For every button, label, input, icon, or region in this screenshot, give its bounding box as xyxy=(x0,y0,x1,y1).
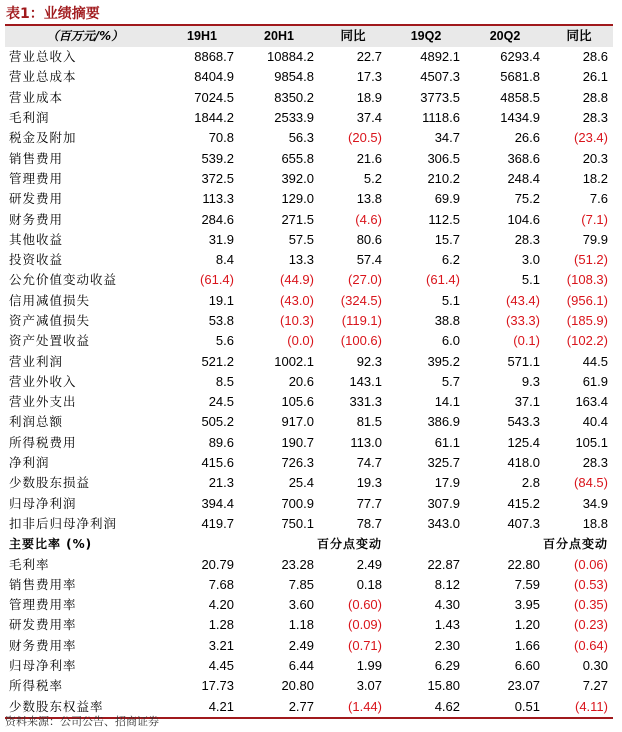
table-header xyxy=(5,26,613,47)
row-label: 利润总额 xyxy=(9,414,64,430)
table-row xyxy=(5,189,613,209)
cell-value: 77.7 xyxy=(356,495,382,511)
cell-value: 917.0 xyxy=(281,414,314,430)
cell-value: 15.80 xyxy=(427,678,460,694)
row-label: 销售费用 xyxy=(9,150,64,166)
cell-value: 655.8 xyxy=(281,150,314,166)
cell-value: (0.0) xyxy=(287,333,314,349)
cell-value: 6.29 xyxy=(434,658,460,674)
cell-value: (0.71) xyxy=(348,637,382,653)
cell-value: 395.2 xyxy=(427,353,460,369)
cell-value: 8868.7 xyxy=(194,49,234,65)
cell-value: 78.7 xyxy=(356,515,382,531)
cell-value: 1844.2 xyxy=(194,110,234,126)
row-label: 所得税率 xyxy=(9,678,64,694)
cell-value: 8350.2 xyxy=(274,89,314,105)
cell-value: 20.3 xyxy=(582,150,608,166)
cell-value: 521.2 xyxy=(201,353,234,369)
cell-value: 21.6 xyxy=(356,150,382,166)
header-yoy-h1: 同比 xyxy=(319,26,387,47)
cell-value: 61.1 xyxy=(434,434,460,450)
cell-value: 57.5 xyxy=(288,231,314,247)
cell-value: 74.7 xyxy=(356,455,382,471)
cell-value: 210.2 xyxy=(427,170,460,186)
cell-value: 306.5 xyxy=(427,150,460,166)
cell-value: 1.20 xyxy=(514,617,540,633)
row-label: 净利润 xyxy=(9,455,50,471)
table-row xyxy=(5,88,613,108)
cell-value: (10.3) xyxy=(280,313,314,328)
table-row xyxy=(5,47,613,67)
cell-value: 37.1 xyxy=(514,394,540,410)
row-label: 管理费用 xyxy=(9,170,64,186)
cell-value: 2.8 xyxy=(521,475,540,491)
row-label: 研发费用率 xyxy=(9,617,77,633)
cell-value: (0.06) xyxy=(574,556,608,572)
cell-value: (0.35) xyxy=(574,597,608,613)
source-note: 资料来源：公司公告、招商证券 xyxy=(5,715,159,728)
cell-value: 80.6 xyxy=(356,231,382,247)
cell-value: 571.1 xyxy=(507,353,540,369)
cell-value: 543.3 xyxy=(507,414,540,430)
cell-value: 7.68 xyxy=(208,576,234,592)
cell-value: 26.6 xyxy=(514,130,540,146)
cell-value: 112.5 xyxy=(428,211,460,227)
table-row xyxy=(5,433,613,453)
row-label: 毛利润 xyxy=(9,110,50,126)
cell-value: 7.85 xyxy=(288,576,314,592)
cell-value: 505.2 xyxy=(201,414,234,430)
cell-value: 3.0 xyxy=(521,252,540,268)
cell-value: (43.4) xyxy=(506,292,540,308)
cell-value: 2.49 xyxy=(288,637,314,653)
cell-value: 331.3 xyxy=(349,394,382,410)
table-row xyxy=(5,209,613,229)
cell-value: 79.9 xyxy=(582,231,608,247)
cell-value: 129.0 xyxy=(281,191,314,207)
cell-value: 17.3 xyxy=(356,69,382,85)
cell-value: 53.8 xyxy=(208,313,234,328)
cell-value: 113.3 xyxy=(202,191,234,207)
cell-value: 4858.5 xyxy=(500,89,540,105)
cell-value: 38.8 xyxy=(434,313,460,328)
row-label: 其他收益 xyxy=(9,231,64,247)
cell-value: (100.6) xyxy=(340,333,382,349)
cell-value: 0.30 xyxy=(582,658,608,674)
header-unit: （百万元/%） xyxy=(5,26,165,47)
cell-value: 271.5 xyxy=(281,211,314,227)
cell-value: 61.9 xyxy=(582,373,608,389)
cell-value: 1.99 xyxy=(356,658,382,674)
cell-value: 25.4 xyxy=(288,475,314,491)
table-row xyxy=(5,148,613,168)
cell-value: 418.0 xyxy=(507,455,540,471)
cell-value: (4.6) xyxy=(355,211,382,227)
cell-value: 343.0 xyxy=(427,515,460,531)
cell-value: (7.1) xyxy=(581,211,608,227)
cell-value: 5.1 xyxy=(441,292,460,308)
cell-value: (0.53) xyxy=(574,576,608,592)
cell-value: (0.23) xyxy=(574,617,608,633)
row-label: 税金及附加 xyxy=(9,130,77,146)
cell-value: 1.66 xyxy=(514,637,540,653)
cell-value: 37.4 xyxy=(356,110,382,126)
cell-value: 2533.9 xyxy=(274,110,314,126)
table-row xyxy=(5,351,613,371)
header-20q2: 20Q2 xyxy=(465,26,545,47)
cell-value: 307.9 xyxy=(427,495,460,511)
cell-value: 81.5 xyxy=(356,414,382,430)
header-19q2: 19Q2 xyxy=(387,26,465,47)
cell-value: 6.0 xyxy=(441,333,460,349)
row-label: 财务费用率 xyxy=(9,637,77,653)
ratio-section-label: 主要比率 (%) xyxy=(9,537,93,552)
cell-value: 3.07 xyxy=(356,678,382,694)
cell-value: 4507.3 xyxy=(420,69,460,85)
cell-value: 143.1 xyxy=(349,373,382,389)
cell-value: 6.44 xyxy=(288,658,314,674)
cell-value: 10884.2 xyxy=(267,49,314,65)
cell-value: 6293.4 xyxy=(500,49,540,65)
cell-value: 28.3 xyxy=(582,110,608,126)
row-label: 营业利润 xyxy=(9,353,64,369)
row-label: 销售费用率 xyxy=(9,576,77,592)
row-label: 少数股东权益率 xyxy=(5,697,165,718)
cell-value: 17.73 xyxy=(201,678,234,694)
cell-value: 368.6 xyxy=(507,150,540,166)
cell-value: 21.3 xyxy=(208,475,234,491)
cell-value: 22.80 xyxy=(507,556,540,572)
cell-value: 1118.6 xyxy=(422,110,460,126)
row-label: 财务费用 xyxy=(9,211,64,227)
cell-value: 56.3 xyxy=(288,130,314,146)
cell-value: 20.80 xyxy=(281,678,314,694)
cell-value: 407.3 xyxy=(507,515,540,531)
cell-value: 19.3 xyxy=(356,475,382,491)
cell-value: 18.9 xyxy=(356,89,382,105)
header-19h1: 19H1 xyxy=(165,26,239,47)
cell-value: 18.2 xyxy=(582,170,608,186)
cell-value: (4.11) xyxy=(545,697,613,718)
table-row xyxy=(5,615,613,635)
cell-value: 1434.9 xyxy=(500,110,540,126)
table-row xyxy=(5,311,613,331)
cell-value: (956.1) xyxy=(566,292,608,308)
cell-value: 7.27 xyxy=(582,678,608,694)
cell-value: 3.60 xyxy=(288,597,314,613)
cell-value: (0.64) xyxy=(574,637,608,653)
performance-summary-table xyxy=(5,26,613,719)
cell-value: 4.21 xyxy=(165,697,239,718)
table-row xyxy=(5,514,613,534)
table-row xyxy=(5,595,613,615)
cell-value: 8.12 xyxy=(434,576,460,592)
cell-value: 394.4 xyxy=(201,495,234,511)
row-label: 公允价值变动收益 xyxy=(9,272,118,288)
row-label: 资产减值损失 xyxy=(9,313,91,328)
cell-value: 386.9 xyxy=(427,414,460,430)
table-row xyxy=(5,250,613,270)
cell-value: 28.6 xyxy=(582,49,608,65)
cell-value: 248.4 xyxy=(507,170,540,186)
cell-value: 325.7 xyxy=(427,455,460,471)
cell-value: 190.7 xyxy=(281,434,314,450)
cell-value: (61.4) xyxy=(426,272,460,288)
cell-value: 4892.1 xyxy=(420,49,460,65)
row-label: 归母净利润 xyxy=(9,495,77,511)
cell-value: 163.4 xyxy=(575,394,608,410)
cell-value: 19.1 xyxy=(208,292,234,308)
cell-value: 1.18 xyxy=(288,617,314,633)
cell-value: 22.87 xyxy=(427,556,460,572)
cell-value: 28.3 xyxy=(582,455,608,471)
cell-value: 20.79 xyxy=(201,556,234,572)
table-row xyxy=(5,270,613,290)
cell-value: (185.9) xyxy=(566,313,608,328)
cell-value: 113.0 xyxy=(350,434,382,450)
cell-value: 31.9 xyxy=(208,231,234,247)
table-row xyxy=(5,331,613,351)
cell-value: 4.45 xyxy=(208,658,234,674)
cell-value: 125.4 xyxy=(507,434,540,450)
cell-value: 75.2 xyxy=(514,191,540,207)
cell-value: (20.5) xyxy=(348,130,382,146)
cell-value: 23.28 xyxy=(281,556,314,572)
cell-value: 22.7 xyxy=(356,49,382,65)
table-row xyxy=(5,473,613,493)
cell-value: 92.3 xyxy=(356,353,382,369)
cell-value: 1.43 xyxy=(434,617,460,633)
table-row xyxy=(5,412,613,432)
row-label: 所得税费用 xyxy=(9,434,77,450)
cell-value: 2.49 xyxy=(356,556,382,572)
cell-value: 14.1 xyxy=(434,394,460,410)
cell-value: 4.30 xyxy=(434,597,460,613)
cell-value: 18.8 xyxy=(582,515,608,531)
cell-value: (324.5) xyxy=(340,292,382,308)
row-label: 营业外收入 xyxy=(9,373,77,389)
cell-value: 5.2 xyxy=(363,170,382,186)
cell-value: 8.5 xyxy=(215,373,234,389)
cell-value: (102.2) xyxy=(566,333,608,349)
cell-value: 69.9 xyxy=(434,191,460,207)
row-label: 研发费用 xyxy=(9,191,64,207)
cell-value: 284.6 xyxy=(201,211,234,227)
table-row xyxy=(5,636,613,656)
row-label: 营业外支出 xyxy=(9,394,77,410)
cell-value: 20.6 xyxy=(288,373,314,389)
cell-value: 2.30 xyxy=(434,637,460,653)
table-row xyxy=(5,392,613,412)
cell-value: 0.18 xyxy=(356,576,382,592)
cell-value: 2.77 xyxy=(239,697,319,718)
cell-value: (23.4) xyxy=(574,130,608,146)
row-label: 归母净利率 xyxy=(9,658,77,674)
cell-value: 7.59 xyxy=(514,576,540,592)
table-row xyxy=(5,372,613,392)
cell-value: (119.1) xyxy=(341,313,382,328)
cell-value: 5681.8 xyxy=(500,69,540,85)
cell-value: (0.60) xyxy=(348,597,382,613)
cell-value: (51.2) xyxy=(574,252,608,268)
table-row xyxy=(5,453,613,473)
cell-value: 9854.8 xyxy=(274,69,314,85)
table-row xyxy=(5,128,613,148)
cell-value: 372.5 xyxy=(201,170,234,186)
table-row xyxy=(5,108,613,128)
row-label: 营业总成本 xyxy=(9,69,77,85)
table-row xyxy=(5,676,613,696)
table-row xyxy=(5,554,613,574)
cell-value: 415.6 xyxy=(201,455,234,471)
cell-value: (84.5) xyxy=(574,475,608,491)
cell-value: 57.4 xyxy=(356,252,382,268)
cell-value: 105.6 xyxy=(281,394,314,410)
cell-value: (0.09) xyxy=(348,617,382,633)
cell-value: 419.7 xyxy=(201,515,234,531)
table-row xyxy=(5,67,613,87)
cell-value: 6.60 xyxy=(514,658,540,674)
table-title: 表1：业绩摘要 xyxy=(6,6,100,22)
cell-value: (27.0) xyxy=(348,272,382,288)
table-row xyxy=(5,494,613,514)
cell-value: 24.5 xyxy=(208,394,234,410)
row-label: 投资收益 xyxy=(9,252,64,268)
cell-value: (33.3) xyxy=(506,313,540,328)
table-row xyxy=(5,656,613,676)
cell-value: 40.4 xyxy=(582,414,608,430)
cell-value: 750.1 xyxy=(281,515,314,531)
cell-value: 26.1 xyxy=(582,69,608,85)
row-label: 少数股东损益 xyxy=(9,475,91,491)
cell-value: 1002.1 xyxy=(274,353,314,369)
cell-value: (43.0) xyxy=(280,292,314,308)
cell-value: 15.7 xyxy=(434,231,460,247)
cell-value: 7024.5 xyxy=(194,89,234,105)
table-row xyxy=(5,575,613,595)
cell-value: 70.8 xyxy=(208,130,234,146)
cell-value: 104.6 xyxy=(507,211,540,227)
cell-value: 6.2 xyxy=(441,252,460,268)
cell-value: 392.0 xyxy=(281,170,314,186)
cell-value: 13.8 xyxy=(356,191,382,207)
cell-value: 4.20 xyxy=(208,597,234,613)
table-row xyxy=(5,169,613,189)
cell-value: 13.3 xyxy=(288,252,314,268)
cell-value: 3.21 xyxy=(208,637,234,653)
ratio-note-h1: 百分点变动 xyxy=(316,537,382,552)
row-label: 营业成本 xyxy=(9,89,64,105)
cell-value: 8.4 xyxy=(215,252,234,268)
table-row xyxy=(5,291,613,311)
row-label: 资产处置收益 xyxy=(9,333,91,349)
cell-value: (1.44) xyxy=(319,697,387,718)
row-label: 毛利率 xyxy=(9,556,50,572)
cell-value: 726.3 xyxy=(281,455,314,471)
row-label: 扣非后归母净利润 xyxy=(9,515,118,531)
cell-value: (61.4) xyxy=(200,272,234,288)
cell-value: 3773.5 xyxy=(420,89,460,105)
cell-value: 89.6 xyxy=(208,434,234,450)
cell-value: 44.5 xyxy=(582,353,608,369)
cell-value: 23.07 xyxy=(507,678,540,694)
row-label: 管理费用率 xyxy=(9,597,77,613)
cell-value: 5.1 xyxy=(521,272,540,288)
table-row xyxy=(5,230,613,250)
cell-value: 700.9 xyxy=(281,495,314,511)
cell-value: (44.9) xyxy=(280,272,314,288)
cell-value: 3.95 xyxy=(514,597,540,613)
cell-value: 9.3 xyxy=(521,373,540,389)
cell-value: 28.8 xyxy=(582,89,608,105)
row-label: 营业总收入 xyxy=(9,49,77,65)
row-label: 信用减值损失 xyxy=(9,292,91,308)
table-body xyxy=(5,47,613,718)
cell-value: 415.2 xyxy=(507,495,540,511)
cell-value: 4.62 xyxy=(387,697,465,718)
cell-value: 0.51 xyxy=(465,697,545,718)
cell-value: 1.28 xyxy=(208,617,234,633)
header-yoy-q2: 同比 xyxy=(545,26,613,47)
cell-value: 539.2 xyxy=(201,150,234,166)
cell-value: (108.3) xyxy=(566,272,608,288)
header-20h1: 20H1 xyxy=(239,26,319,47)
cell-value: 7.6 xyxy=(589,191,608,207)
cell-value: 28.3 xyxy=(514,231,540,247)
cell-value: 34.9 xyxy=(582,495,608,511)
cell-value: 17.9 xyxy=(434,475,460,491)
cell-value: (0.1) xyxy=(513,333,540,349)
ratio-note-q2: 百分点变动 xyxy=(542,537,608,552)
cell-value: 5.7 xyxy=(441,373,460,389)
cell-value: 5.6 xyxy=(215,333,234,349)
cell-value: 34.7 xyxy=(434,130,460,146)
ratio-subheader xyxy=(5,534,613,554)
cell-value: 8404.9 xyxy=(194,69,234,85)
cell-value: 105.1 xyxy=(575,434,608,450)
